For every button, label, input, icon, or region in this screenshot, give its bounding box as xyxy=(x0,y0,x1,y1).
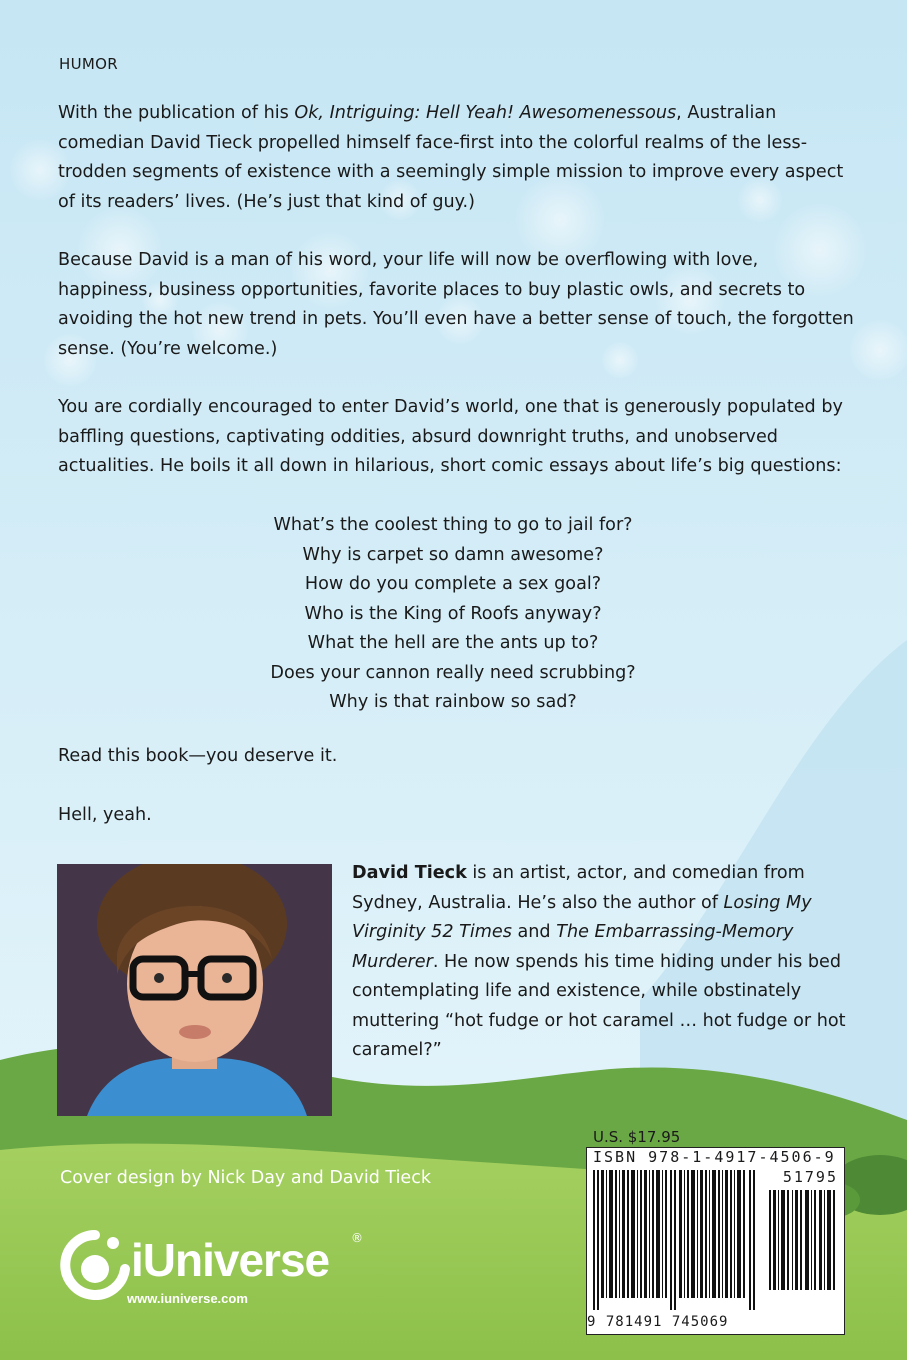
closing-line-2: Hell, yeah. xyxy=(58,805,152,825)
addon-bars xyxy=(767,1190,839,1290)
description-paragraph-2: Because David is a man of his word, your life will now be overflowing with love, happiness, business opportunities, favorite places to buy plastic owls, and secrets to avoiding the hot new trend in pets. You’ll even have a better sense of touch, the forgotten sense. (You’re welcome.) xyxy=(58,250,854,359)
author-photo xyxy=(57,864,332,1116)
question-list xyxy=(200,511,706,718)
closing-line-1: Read this book—you deserve it. xyxy=(58,746,338,766)
genre-label: HUMOR xyxy=(59,55,118,73)
book-title: Losing My Virginity 52 Times xyxy=(352,892,812,942)
publisher-name: iUniverse xyxy=(131,1234,330,1286)
bio-text: and xyxy=(511,922,557,942)
bio-text: . He now spends his time hiding under his bed contemplating life and existence, while obstinately muttering “hot fudge or hot caramel … hot fudge or hot caramel?” xyxy=(352,951,846,1060)
ean-bars xyxy=(589,1170,759,1310)
description-paragraph-3: You are cordially encouraged to enter David’s world, one that is generously populated by baffling questions, captivating oddities, absurd downright truths, and unobserved actualities. He boils it all down in hilarious, short comic essays about life’s big questions: xyxy=(58,397,843,476)
book-title: Ok, Intriguing: Hell Yeah! Awesomenessous xyxy=(294,103,677,123)
question-item: Does your cannon really need scrubbing? xyxy=(270,662,636,683)
bio-text: is an artist, actor, and comedian from Sydney, Australia. He’s also the author of xyxy=(352,863,805,913)
ean-digits: 9 781491 745069 xyxy=(587,1314,729,1330)
book-title: The Embarrassing-Memory Murderer xyxy=(352,922,794,972)
paragraph-text: With the publication of his xyxy=(58,103,295,123)
registered-mark: ® xyxy=(351,1231,363,1245)
question-item: Who is the King of Roofs anyway? xyxy=(304,603,602,624)
publisher-url: www.iuniverse.com xyxy=(127,1291,248,1306)
question-item: What’s the coolest thing to go to jail for? xyxy=(273,515,633,535)
isbn-number: ISBN 978-1-4917-4506-9 xyxy=(593,1148,836,1166)
question-item: Why is carpet so damn awesome? xyxy=(302,544,604,565)
cover-credit: Cover design by Nick Day and David Tieck xyxy=(60,1168,431,1188)
paragraph-text: , Australian comedian David Tieck propelled himself face-first into the colorful realms of the less-trodden segments of existence with a seemingly simple mission to improve every aspect of its readers’ lives. (He’s just that kind of guy.) xyxy=(58,103,844,212)
price-label: U.S. $17.95 xyxy=(593,1128,681,1146)
author-name: David Tieck xyxy=(352,863,467,883)
isbn-barcode xyxy=(586,1147,845,1335)
author-bio xyxy=(352,859,852,1066)
question-item: What the hell are the ants up to? xyxy=(307,633,599,653)
publisher-logo xyxy=(55,1229,375,1309)
question-item: How do you complete a sex goal? xyxy=(304,574,602,594)
description-paragraph-1 xyxy=(58,99,858,217)
publisher-swirl-icon xyxy=(55,1229,135,1301)
price-code: 51795 xyxy=(782,1168,838,1186)
question-item: Why is that rainbow so sad? xyxy=(329,692,577,712)
